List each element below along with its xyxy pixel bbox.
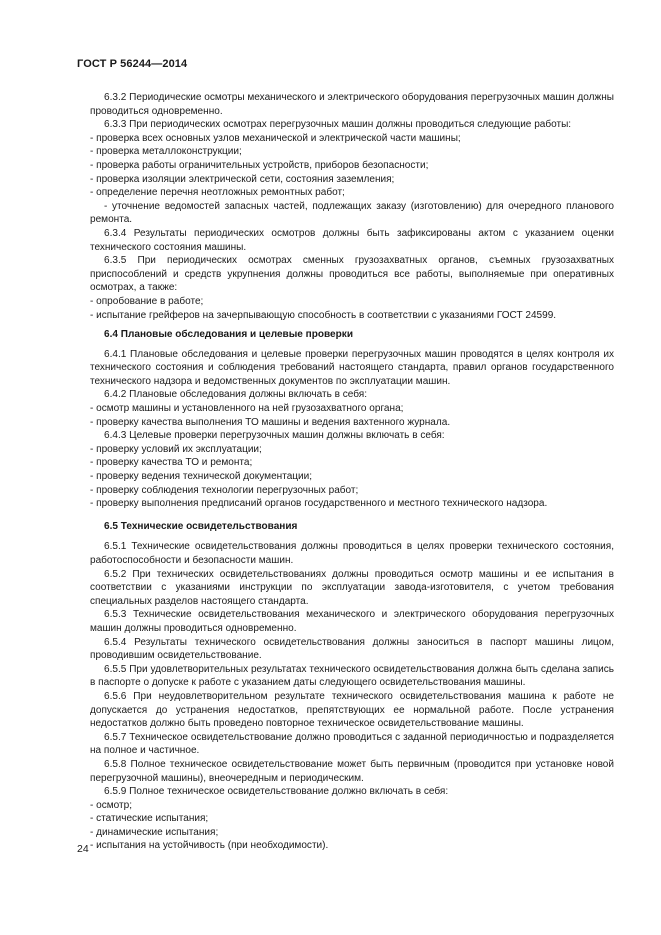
paragraph-6-4-1: 6.4.1 Плановые обследования и целевые проверки перегрузочных машин проводятся в целях контроля их технического состояния и соблюдения требований настоящего стандарта, правил органов государственного технического надзора и ведомственных документов по эксплуатации машин. — [90, 348, 614, 387]
paragraph-6-3-2: 6.3.2 Периодические осмотры механического и электрического оборудования перегрузочных машин должны проводиться одновременно. — [90, 92, 614, 117]
paragraph-6-3-4: 6.3.4 Результаты периодических осмотров должны быть зафиксированы актом с указанием оценки технического состояния машины. — [90, 227, 614, 253]
list-item: - испытания на устойчивость (при необходимости). — [90, 840, 329, 852]
paragraph-6-5-3: 6.5.3 Технические освидетельствования механического и электрического оборудования перегрузочных машин должны проводиться одновременно. — [90, 609, 614, 634]
section-heading-6-5: 6.5 Технические освидетельствования — [104, 520, 298, 532]
list-item: - статические испытания; — [90, 813, 209, 825]
list-item: - динамические испытания; — [90, 826, 219, 838]
list-item: - осмотр машины и установленного на ней грузозахватного органа; — [90, 403, 404, 415]
list-item: - определение перечня неотложных ремонтных работ; — [90, 187, 345, 199]
list-item: - проверку выполнения предписаний органов государственного и местного технического надзора. — [90, 498, 548, 510]
paragraph-6-5-8: 6.5.8 Полное техническое освидетельствование может быть первичным (проводится при установке новой перегрузочной машины), внеочередным и периодическим. — [90, 758, 614, 784]
paragraph-6-4-2: 6.4.2 Плановые обследования должны включать в себя: — [104, 389, 368, 401]
paragraph-6-3-5: 6.3.5 При периодических осмотрах сменных грузозахватных органов, съемных грузозахватных приспособлений и средств укрупнения должны проводиться все работы, выполняемые при оперативных осмотрах, а также: — [90, 255, 614, 294]
list-item: - опробование в работе; — [90, 295, 204, 307]
list-item: - проверку качества ТО и ремонта; — [90, 457, 253, 469]
list-item: - проверка всех основных узлов механической и электрической части машины; — [90, 132, 461, 144]
paragraph-6-5-7: 6.5.7 Техническое освидетельствование должно проводиться с заданной периодичностью и подразделяется на полное и частичное. — [90, 731, 614, 757]
list-item: - проверка работы ограничительных устройств, приборов безопасности; — [90, 159, 429, 171]
paragraph-6-5-2: 6.5.2 При технических освидетельствованиях должны проводиться осмотр машины и ее испытания в соответствии с указаниями инструкции по эксплуатации завода-изготовителя, с учетом требования специальных разделов настоящего стандарта. — [90, 568, 614, 607]
page-number: 24 — [77, 843, 89, 855]
paragraph-6-5-6: 6.5.6 При неудовлетворительном результате технического освидетельствования машина к работе не допускается до устранения недостатков, препятствующих ее нормальной работе. После устранения недостатков должно быть проведено повторное техническое освидетельствование машины. — [90, 690, 614, 730]
paragraph-6-5-5: 6.5.5 При удовлетворительных результатах технического освидетельствования должна быть сделана запись в паспорте о допуске к работе с указанием даты следующего освидетельствования машины. — [90, 663, 614, 689]
list-item: - проверку ведения технической документации; — [90, 471, 313, 483]
paragraph-6-5-9: 6.5.9 Полное техническое освидетельствование должно включать в себя: — [104, 786, 449, 798]
paragraph-6-5-4: 6.5.4 Результаты технического освидетельствования должны заноситься в паспорт машины лицом, проводившим освидетельствование. — [90, 636, 614, 662]
list-item: - уточнение ведомостей запасных частей, подлежащих заказу (изготовлению) для очередного планового ремонта. — [90, 200, 614, 226]
list-item: - проверка изоляции электрической сети, состояния заземления; — [90, 173, 395, 185]
page-body — [90, 91, 614, 853]
list-item: - осмотр; — [90, 799, 133, 811]
paragraph-6-3-3: 6.3.3 При периодических осмотрах перегрузочных машин должны проводиться следующие работы: — [104, 119, 572, 131]
list-item: - проверка металлоконструкции; — [90, 146, 242, 158]
paragraph-6-5-1: 6.5.1 Технические освидетельствования должны проводиться в целях проверки технического состояния, работоспособности и безопасности машин. — [90, 541, 614, 566]
list-item: - проверку качества выполнения ТО машины и ведения вахтенного журнала. — [90, 416, 451, 428]
paragraph-6-4-3: 6.4.3 Целевые проверки перегрузочных машин должны включать в себя: — [104, 430, 445, 442]
list-item: - испытание грейферов на зачерпывающую способность в соответствии с указаниями ГОСТ 24599. — [90, 309, 557, 321]
list-item: - проверку соблюдения технологии перегрузочных работ; — [90, 484, 359, 496]
list-item: - проверку условий их эксплуатации; — [90, 443, 262, 455]
document-code-header: ГОСТ Р 56244—2014 — [77, 58, 188, 70]
section-heading-6-4: 6.4 Плановые обследования и целевые проверки — [104, 329, 353, 341]
